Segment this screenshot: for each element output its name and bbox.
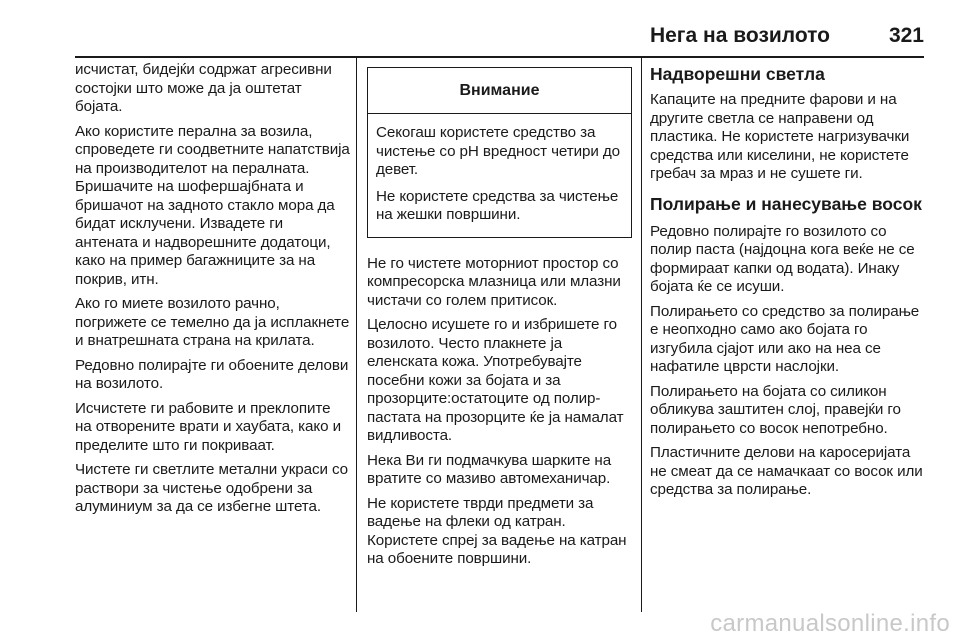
paragraph: Редовно полирајте го возилото со полир паста (најдоцна кога веќе не се формираат капки од водата). Инаку бојата ќе се исуши. [650,222,915,295]
column-divider [641,58,642,612]
column-2-text [367,255,633,569]
column-divider [356,58,357,612]
watermark: carmanualsonline.info [710,610,950,637]
paragraph: Чистете ги светлите метални украси со раствори за чистење одобрени за алуминиум за да се избегне штета. [75,461,348,515]
paragraph: Нека Ви ги подмачкува шарките на вратите со мазиво автомеханичар. [367,451,612,487]
chapter-title: Нега на возилото [649,24,830,47]
page-header [0,0,960,58]
column-1 [75,58,350,612]
paragraph: Ако користите перална за возила, спроведете ги соодветните напатствија на производителот на пералната. Бришачите на шофершајбната и бришачот на задното стакло мора да бидат исклучени. Извадете ги антената и надворешните додатоци, како на пример багажниците за на покрив, итн. [75,122,350,288]
warning-title: Внимание [368,68,631,114]
warning-paragraph: Секогаш користете средство за чистење со pH вредност четири до девет. [376,124,620,178]
paragraph: Не користете тврди предмети за вадење на флеки од катран. Користете спреј за вадење на катран на обоените површини. [367,494,627,567]
page-number: 321 [888,24,924,47]
paragraph: Целосно исушете го и избришете го возилото. Често плакнете ја еленската кожа. Употребувајте посебни кожи за бојата и за прозорците:остатоците од полир-пастата на прозорците ќе ја намалат видливоста. [367,316,624,444]
section-heading-exterior-lights: Надворешни светла [650,64,825,84]
warning-paragraph: Не користете средства за чистење на жешки површини. [376,187,619,223]
paragraph: Полирањето на бојата со силикон обликува заштитен слој, правејќи го полирањето со восок непотребно. [650,382,901,437]
paragraph: Капаците на предните фарови и на другите светла се направени од пластика. Не користете нагризувачки средства или киселини, не користете гребач за мраз и не сушете ги. [650,91,910,182]
section-heading-polishing: Полирање и нанесување восок [650,193,922,214]
paragraph: Полирањето со средство за полирање е неопходно само ако бојата го изгубила сјајот или ако на неа се нафатиле цврсти наслојки. [650,302,920,375]
paragraph: Исчистете ги рабовите и преклопите на отворените врати и хаубата, како и пределите што ги покриваат. [75,399,341,454]
paragraph: Редовно полирајте ги обоените делови на возилото. [75,356,349,392]
paragraph: Ако го миете возилото рачно, погрижете се темелно да ја исплакнете и внатрешната страна на крилата. [75,295,350,349]
paragraph: исчистат, бидејќи содржат агресивни состојки што може да ја оштетат бојата. [75,61,332,115]
warning-box [367,67,632,238]
column-2 [367,58,633,612]
paragraph: Не го чистете моторниот простор со компресорска млазница или млазни чистачи со голем притисок. [367,254,621,309]
column-3 [650,58,928,612]
warning-body [368,114,631,237]
paragraph: Пластичните делови на каросеријата не смеат да се намачкаат со восок или средства за полирање. [650,444,923,498]
